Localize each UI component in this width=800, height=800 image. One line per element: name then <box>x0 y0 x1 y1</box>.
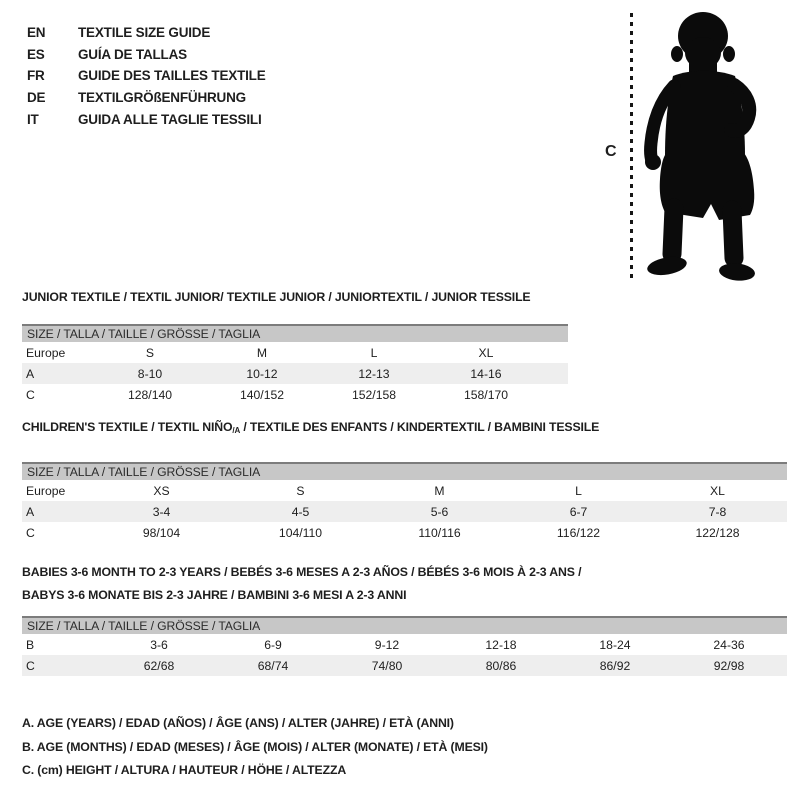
guide-title-en: TEXTILE SIZE GUIDE <box>78 25 211 40</box>
language-row-it <box>27 109 266 131</box>
column-header: S <box>145 345 155 360</box>
cell-value: 18-24 <box>599 637 631 652</box>
junior-row-height <box>22 384 568 405</box>
row-label: C <box>26 387 35 402</box>
cell-value: 92/98 <box>713 658 745 673</box>
cell-value: 6-7 <box>569 504 588 519</box>
babies-title-line1: BABIES 3-6 MONTH TO 2-3 YEARS / BEBÉS 3-6 MESES A 2-3 AÑOS / BÉBÉS 3-6 MOIS À 2-3 ANS / <box>22 565 582 579</box>
cell-value: 122/128 <box>695 525 740 540</box>
cell-value: 7-8 <box>708 504 727 519</box>
column-header: XL <box>478 345 494 360</box>
children-column-header-row <box>22 480 787 501</box>
cell-value: 10-12 <box>246 366 278 381</box>
cell-value: 9-12 <box>374 637 400 652</box>
footnote-a-age-years: A. AGE (YEARS) / EDAD (AÑOS) / ÂGE (ANS) / ALTER (JAHRE) / ETÀ (ANNI) <box>22 716 454 730</box>
language-row-en <box>27 22 266 44</box>
cell-value: 80/86 <box>485 658 517 673</box>
cell-value: 24-36 <box>713 637 745 652</box>
toddler-silhouette-icon <box>642 6 788 282</box>
column-header: XS <box>153 483 170 498</box>
legend-footnotes <box>22 712 488 783</box>
row-label: A <box>26 504 35 519</box>
children-section-title <box>22 420 599 436</box>
children-row-height <box>22 522 787 543</box>
guide-title-it: GUIDA ALLE TAGLIE TESSILI <box>78 111 262 127</box>
language-code: DE <box>27 90 46 106</box>
language-code: FR <box>27 68 45 84</box>
children-row-age <box>22 501 787 522</box>
cell-value: 158/170 <box>463 387 509 402</box>
height-measure-label: C <box>605 143 617 160</box>
row-label: C <box>26 658 35 673</box>
language-row-de <box>27 87 266 109</box>
column-header: M <box>256 345 268 360</box>
babies-title-line2: BABYS 3-6 MONATE BIS 2-3 JAHRE / BAMBINI 3-6 MESI A 2-3 ANNI <box>22 588 407 602</box>
babies-row-height <box>22 655 787 676</box>
cell-value: 128/140 <box>127 387 173 402</box>
row-label: C <box>26 525 35 540</box>
cell-value: 152/158 <box>351 387 397 402</box>
babies-size-table <box>22 616 787 676</box>
cell-value: 104/110 <box>278 525 323 540</box>
height-measure-dashed-line <box>630 13 633 279</box>
column-header: L <box>370 345 378 360</box>
language-row-es <box>27 44 266 66</box>
children-title-subscript: /A <box>232 426 241 435</box>
cell-value: 98/104 <box>142 525 181 540</box>
language-code: ES <box>27 46 45 62</box>
cell-value: 8-10 <box>137 366 163 381</box>
cell-value: 12-18 <box>485 637 517 652</box>
column-header: L <box>575 483 582 498</box>
cell-value: 62/68 <box>143 658 175 673</box>
guide-title-fr: GUIDE DES TAILLES TEXTILE <box>78 68 266 84</box>
cell-value: 6-9 <box>264 637 282 652</box>
size-header-bar: SIZE / TALLA / TAILLE / GRÖSSE / TAGLIA <box>22 616 787 634</box>
footnote-b-age-months: B. AGE (MONTHS) / EDAD (MESES) / ÂGE (MOIS) / ALTER (MONATE) / ETÀ (MESI) <box>22 739 488 754</box>
language-header <box>27 22 266 131</box>
cell-value: 4-5 <box>291 504 310 519</box>
language-code: IT <box>27 111 39 127</box>
cell-value: 140/152 <box>239 387 285 402</box>
guide-title-de: TEXTILGRÖßENFÜHRUNG <box>78 90 246 106</box>
cell-value: 68/74 <box>257 658 289 673</box>
region-label: Europe <box>26 345 66 360</box>
cell-value: 116/122 <box>556 525 601 540</box>
cell-value: 12-13 <box>358 366 390 381</box>
language-code: EN <box>27 25 46 40</box>
row-label: B <box>26 637 35 652</box>
size-header-bar: SIZE / TALLA / TAILLE / GRÖSSE / TAGLIA <box>22 462 787 480</box>
junior-section-title: JUNIOR TEXTILE / TEXTIL JUNIOR/ TEXTILE JUNIOR / JUNIORTEXTIL / JUNIOR TESSILE <box>22 290 531 304</box>
cell-value: 86/92 <box>599 658 631 673</box>
language-row-fr <box>27 65 266 87</box>
cell-value: 74/80 <box>371 658 403 673</box>
size-header-bar: SIZE / TALLA / TAILLE / GRÖSSE / TAGLIA <box>22 324 568 342</box>
babies-section-title <box>22 561 581 607</box>
children-size-table <box>22 462 787 543</box>
cell-value: 3-6 <box>150 637 168 652</box>
children-title-prefix: CHILDREN'S TEXTILE / TEXTIL NIÑO <box>22 420 233 434</box>
footnote-c-height: C. (cm) HEIGHT / ALTURA / HAUTEUR / HÖHE / ALTEZZA <box>22 763 347 777</box>
column-header: M <box>434 483 445 498</box>
cell-value: 5-6 <box>430 504 449 519</box>
cell-value: 110/116 <box>418 525 461 540</box>
column-header: XL <box>710 483 725 498</box>
column-header: S <box>296 483 305 498</box>
junior-row-age <box>22 363 568 384</box>
guide-title-es: GUÍA DE TALLAS <box>78 46 187 62</box>
row-label: A <box>26 366 35 381</box>
junior-size-table <box>22 324 568 405</box>
region-label: Europe <box>26 483 66 498</box>
cell-value: 3-4 <box>152 504 171 519</box>
cell-value: 14-16 <box>470 366 502 381</box>
babies-row-age-months <box>22 634 787 655</box>
children-title-suffix: / TEXTILE DES ENFANTS / KINDERTEXTIL / BAMBINI TESSILE <box>240 420 600 434</box>
junior-column-header-row <box>22 342 568 363</box>
